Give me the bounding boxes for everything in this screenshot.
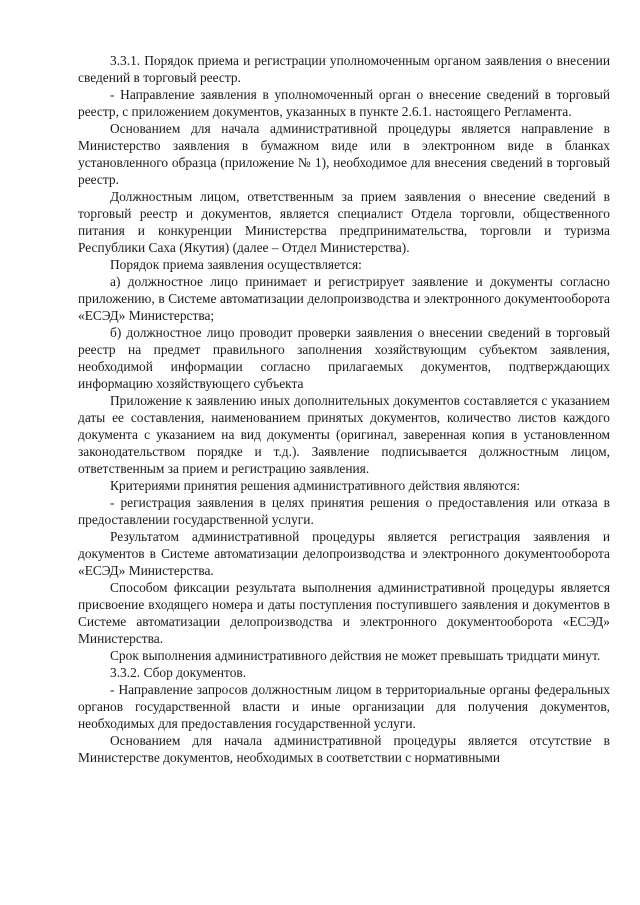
paragraph: - регистрация заявления в целях принятия решения о предоставления или отказа в предоставлении государственной услуги. bbox=[78, 495, 610, 527]
paragraph: Порядок приема заявления осуществляется: bbox=[110, 257, 362, 272]
section-heading-3-3-2: 3.3.2. Сбор документов. bbox=[110, 665, 247, 680]
paragraph: Основанием для начала административной процедуры является направление в Министерство заявления в бумажном виде или в электронном виде в бланках установленного образца (приложение № 1), необходимое для внесения сведений в торговый реестр. bbox=[78, 121, 610, 187]
section-heading-3-3-1: 3.3.1. Порядок приема и регистрации уполномоченным органом заявления о внесении сведений в торговый реестр. bbox=[78, 53, 610, 85]
paragraph: - Направление заявления в уполномоченный орган о внесение сведений в торговый реестр, с приложением документов, указанных в пункте 2.6.1. настоящего Регламента. bbox=[78, 87, 610, 119]
paragraph: Способом фиксации результата выполнения административной процедуры является присвоение входящего номера и даты поступления поступившего заявления и документов в Системе автоматизации делопроизводства и электронного документооборота «ЕСЭД» Министерства. bbox=[78, 580, 610, 646]
document-body bbox=[78, 52, 610, 766]
paragraph: - Направление запросов должностным лицом в территориальные органы федеральных органов государственной власти и иные организации для получения документов, необходимых для предоставления государственной услуги. bbox=[78, 682, 610, 731]
paragraph: Срок выполнения административного действия не может превышать тридцати минут. bbox=[110, 648, 601, 663]
paragraph: Результатом административной процедуры является регистрация заявления и документов в Системе автоматизации делопроизводства и электронного документооборота «ЕСЭД» Министерства. bbox=[78, 529, 610, 578]
paragraph: Приложение к заявлению иных дополнительных документов составляется с указанием даты ее составления, наименованием принятых документов, количество листов каждого документа с указанием на вид документы (оригинал, заверенная копия в установленном законодательством порядке и т.д.). Заявление подписывается должностным лицом, ответственным за прием и регистрацию заявления. bbox=[78, 393, 610, 476]
list-item: а) должностное лицо принимает и регистрирует заявление и документы согласно приложению, в Системе автоматизации делопроизводства и электронного документооборота «ЕСЭД» Министерства; bbox=[78, 274, 610, 323]
list-item: б) должностное лицо проводит проверки заявления о внесении сведений в торговый реестр на предмет правильного заполнения хозяйствующим субъектом заявления, необходимой информации согласно прилагаемых документов, подтверждающих информацию хозяйствующего субъекта bbox=[78, 325, 610, 391]
paragraph: Критериями принятия решения административного действия являются: bbox=[110, 478, 521, 493]
paragraph: Основанием для начала административной процедуры является отсутствие в Министерстве документов, необходимых в соответствии с нормативными bbox=[78, 733, 610, 765]
paragraph: Должностным лицом, ответственным за прием заявления о внесение сведений в торговый реестр и документов, является специалист Отдела торговли, общественного питания и конкуренции Министерства предпринимательства, торговли и туризма Республики Саха (Якутия) (далее – Отдел Министерства). bbox=[78, 189, 610, 255]
